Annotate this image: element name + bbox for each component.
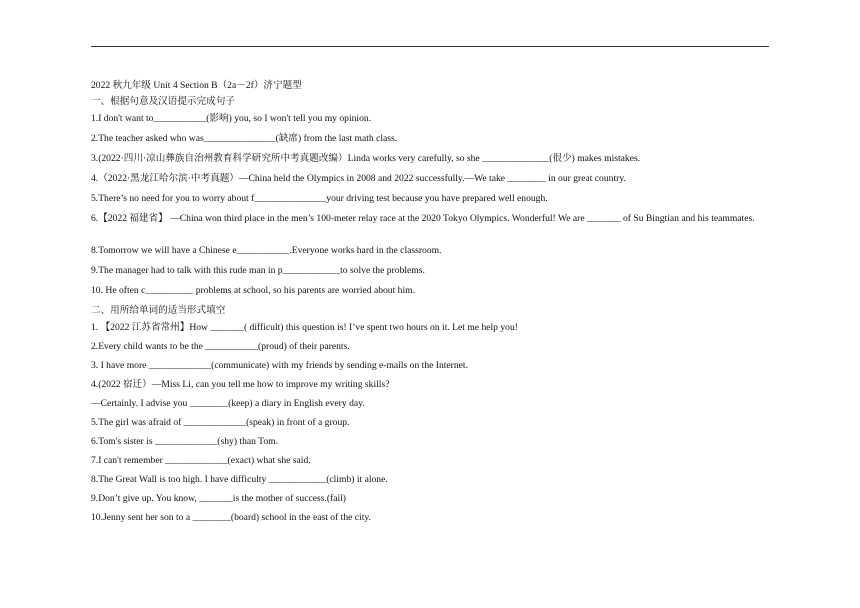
section-1-heading: 一、根据句意及汉语提示完成句子: [91, 96, 235, 107]
header-rule: [91, 46, 769, 47]
s1-question-1: 1.I don't want to___________(影响) you, so I won't tell you my opinion.: [91, 113, 372, 124]
s2-question-6: 6.Tom's sister is _____________(shy) than Tom.: [91, 436, 279, 447]
s2-question-5: 5.The girl was afraid of _____________(speak) in front of a group.: [91, 417, 350, 428]
s2-question-2: 2.Every child wants to be the ___________(proud) of their parents.: [91, 341, 350, 352]
s2-question-3: 3. I have more _____________(communicate) with my friends by sending e-mails on the Internet.: [91, 360, 468, 371]
s2-question-8: 8.The Great Wall is too high. I have difficulty ____________(climb) it alone.: [91, 474, 388, 485]
s1-question-4: 4.（2022·黑龙江哈尔滨·中考真题）—China held the Olympics in 2008 and 2022 successfully.—We take ________ in our great country.: [91, 173, 626, 184]
s1-question-9: 9.The manager had to talk with this rude man in p____________to solve the problems.: [91, 265, 425, 276]
s1-question-6: 6.【2022 福建省】 —China won third place in the men’s 100-meter relay race at the 2020 Tokyo Olympics. Wonderful! We are _______ of Su Bingtian and his teammates.: [91, 213, 755, 224]
s2-question-4-answer: —Certainly. I advise you ________(keep) a diary in English every day.: [91, 398, 365, 409]
s2-question-10: 10.Jenny sent her son to a ________(board) school in the east of the city.: [91, 512, 371, 523]
s1-question-8: 8.Tomorrow we will have a Chinese e___________.Everyone works hard in the classroom.: [91, 245, 442, 256]
s2-question-9: 9.Don’t give up. You know, _______is the mother of success.(fail): [91, 493, 347, 504]
document-body: [91, 80, 771, 531]
s1-question-5: 5.There’s no need for you to worry about f_______________your driving test because you have prepared well enough.: [91, 193, 548, 204]
s2-question-1: 1. 【2022 江苏省常州】How _______( difficult) this question is! I’ve spent two hours on it. Let me help you!: [91, 322, 518, 333]
section-2-heading: 二、用所给单词的适当形式填空: [91, 305, 226, 316]
s1-question-10: 10. He often c__________ problems at school, so his parents are worried about him.: [91, 285, 415, 296]
s2-question-7: 7.I can't remember _____________(exact) what she said.: [91, 455, 311, 466]
s1-question-3: 3.(2022·四川·凉山彝族自治州教育科学研究所中考真题改编）Linda works very carefully, so she ______________(很少) makes mistakes.: [91, 153, 641, 164]
s2-question-4: 4.(2022 宿迁）—Miss Li, can you tell me how to improve my writing skills?: [91, 379, 390, 390]
s1-question-2: 2.The teacher asked who was_______________(缺席) from the last math class.: [91, 133, 398, 144]
document-title: 2022 秋九年级 Unit 4 Section B（2a－2f）济宁题型: [91, 80, 302, 91]
